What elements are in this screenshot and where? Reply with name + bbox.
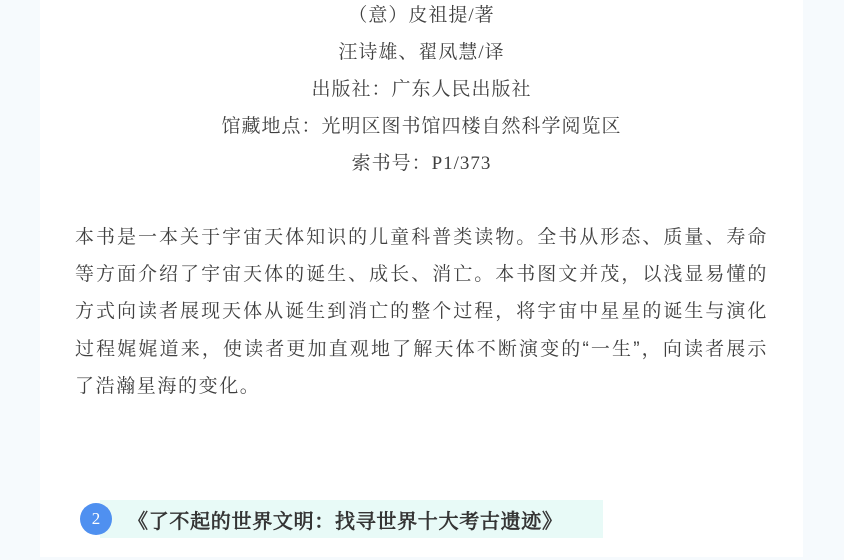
item-number-badge: [80, 503, 112, 535]
book2-title: 《了不起的世界文明：找寻世界十大考古遗迹》: [128, 510, 563, 533]
book1-description: 本书是一本关于宇宙天体知识的儿童科普类读物。全书从形态、质量、寿命等方面介绍了宇宙天体的诞生、成长、消亡。本书图文并茂，以浅显易懂的方式向读者展现天体从诞生到消亡的整个过程，将宇宙中星星的诞生与演化过程娓娓道来，使读者更加直观地了解天体不断演变的“一生”，向读者展示了浩瀚星海的变化。: [75, 227, 768, 397]
meta-line-publisher: 出版社：广东人民出版社: [311, 79, 532, 100]
meta-line-location: 馆藏地点：光明区图书馆四楼自然科学阅览区: [221, 116, 622, 137]
meta-line-translator: 汪诗雄、翟凤慧/译: [338, 42, 505, 63]
meta-line-author: （意）皮祖提/著: [348, 5, 495, 26]
book1-meta: [75, 0, 768, 182]
item-number: 2: [91, 509, 101, 529]
book2-heading-row: [80, 500, 768, 538]
article-card: [40, 0, 803, 557]
book2-title-highlight: [100, 500, 603, 538]
meta-line-call-number: 索书号：P1/373: [351, 153, 492, 174]
